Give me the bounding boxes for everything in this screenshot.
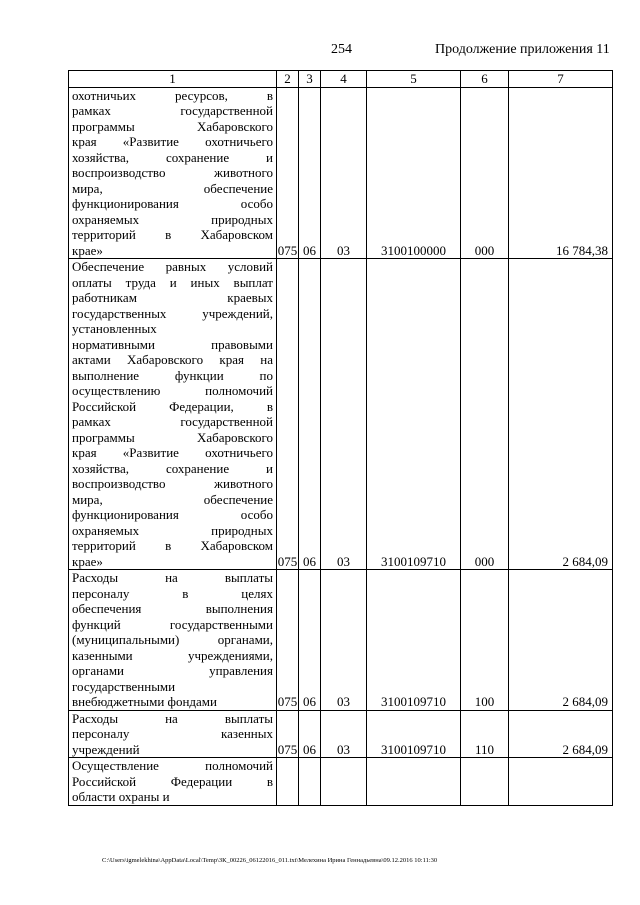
- description-line: хозяйства, сохранение и: [72, 460, 273, 476]
- row-description: [69, 758, 277, 806]
- column-header: 6: [461, 71, 509, 88]
- page-number: 254: [331, 42, 352, 57]
- expense-type-cell: 000: [461, 87, 509, 259]
- description-line: охраняемых природных: [72, 211, 273, 227]
- section-code-cell: [299, 758, 321, 806]
- budget-table: [68, 70, 613, 806]
- description-line: внебюджетными фондами: [72, 694, 217, 709]
- description-line: программы Хабаровского: [72, 429, 273, 445]
- table-row: [69, 570, 613, 711]
- description-line: функций государственными: [72, 616, 273, 632]
- section-code-cell: 06: [299, 87, 321, 259]
- table-row: [69, 259, 613, 570]
- description-line: Расходы на выплаты: [72, 570, 273, 585]
- amount-cell: 16 784,38: [509, 87, 613, 259]
- description-line: охотничьих ресурсов, в: [72, 87, 273, 103]
- description-line: Обеспечение равных условий: [72, 259, 273, 274]
- description-line: работникам краевых: [72, 290, 273, 305]
- row-description: [69, 259, 277, 570]
- column-header: 3: [299, 71, 321, 88]
- appendix-continuation-label: Продолжение приложения 11: [435, 42, 610, 57]
- description-line: хозяйства, сохранение и: [72, 149, 273, 165]
- description-line: области охраны и: [72, 789, 170, 804]
- subsection-code-cell: 03: [321, 710, 367, 758]
- target-article-cell: [367, 758, 461, 806]
- amount-cell: 2 684,09: [509, 259, 613, 570]
- amount-cell: 2 684,09: [509, 710, 613, 758]
- description-line: Расходы на выплаты: [72, 710, 273, 726]
- description-line: мира, обеспечение: [72, 180, 273, 196]
- subsection-code-cell: 03: [321, 259, 367, 570]
- description-line: края «Развитие охотничьего: [72, 134, 273, 149]
- description-line: персоналу в целях: [72, 585, 273, 601]
- row-description: [69, 570, 277, 711]
- column-header: 5: [367, 71, 461, 88]
- description-line: обеспечения выполнения: [72, 601, 273, 616]
- table-row: [69, 758, 613, 806]
- expense-type-cell: 100: [461, 570, 509, 711]
- table-header-row: [69, 71, 613, 88]
- description-line: персоналу казенных: [72, 726, 273, 741]
- description-line: территорий в Хабаровском: [72, 227, 273, 242]
- description-line: актами Хабаровского края на: [72, 352, 273, 367]
- description-line: государственных учреждений,: [72, 305, 273, 321]
- description-line: осуществлению полномочий: [72, 383, 273, 398]
- description-line: функционирования особо: [72, 196, 273, 211]
- amount-cell: [509, 758, 613, 806]
- description-line: территорий в Хабаровском: [72, 538, 273, 553]
- chapter-code-cell: 075: [277, 570, 299, 711]
- description-line: Российской Федерации в: [72, 773, 273, 789]
- description-line: Осуществление полномочий: [72, 758, 273, 773]
- subsection-code-cell: 03: [321, 570, 367, 711]
- chapter-code-cell: [277, 758, 299, 806]
- description-line: рамках государственной: [72, 103, 273, 118]
- description-line: выполнение функции по: [72, 367, 273, 383]
- subsection-code-cell: 03: [321, 87, 367, 259]
- description-line: края «Развитие охотничьего: [72, 445, 273, 460]
- description-line: учреждений: [72, 741, 140, 757]
- description-line: установленных: [72, 321, 157, 336]
- description-line: рамках государственной: [72, 414, 273, 429]
- description-line: воспроизводство животного: [72, 165, 273, 180]
- description-line: мира, обеспечение: [72, 491, 273, 507]
- amount-cell: 2 684,09: [509, 570, 613, 711]
- section-code-cell: 06: [299, 710, 321, 758]
- section-code-cell: 06: [299, 259, 321, 570]
- description-line: государственными: [72, 678, 176, 694]
- chapter-code-cell: 075: [277, 710, 299, 758]
- section-code-cell: 06: [299, 570, 321, 711]
- description-line: крае»: [72, 242, 103, 258]
- column-header: 1: [69, 71, 277, 88]
- description-line: крае»: [72, 553, 103, 569]
- row-description: [69, 87, 277, 259]
- expense-type-cell: [461, 758, 509, 806]
- description-line: нормативными правовыми: [72, 336, 273, 352]
- target-article-cell: 3100109710: [367, 259, 461, 570]
- column-header: 4: [321, 71, 367, 88]
- description-line: функционирования особо: [72, 507, 273, 522]
- chapter-code-cell: 075: [277, 87, 299, 259]
- column-header: 2: [277, 71, 299, 88]
- target-article-cell: 3100109710: [367, 570, 461, 711]
- column-header: 7: [509, 71, 613, 88]
- table-row: [69, 710, 613, 758]
- row-description: [69, 710, 277, 758]
- description-line: органами управления: [72, 663, 273, 678]
- footer-file-path: C:\Users\igmelekhina\AppData\Local\Temp\ЗК_00226_06122016_011.txt\Мелехина Ирина Геннадьевна\09.12.2016 10:11:30: [102, 857, 438, 864]
- description-line: (муниципальными) органами,: [72, 632, 273, 647]
- expense-type-cell: 000: [461, 259, 509, 570]
- subsection-code-cell: [321, 758, 367, 806]
- description-line: программы Хабаровского: [72, 118, 273, 134]
- target-article-cell: 3100100000: [367, 87, 461, 259]
- description-line: казенными учреждениями,: [72, 647, 273, 663]
- table-row: [69, 87, 613, 259]
- description-line: воспроизводство животного: [72, 476, 273, 491]
- chapter-code-cell: 075: [277, 259, 299, 570]
- expense-type-cell: 110: [461, 710, 509, 758]
- description-line: охраняемых природных: [72, 522, 273, 538]
- description-line: оплаты труда и иных выплат: [72, 274, 273, 290]
- target-article-cell: 3100109710: [367, 710, 461, 758]
- description-line: Российской Федерации, в: [72, 398, 273, 414]
